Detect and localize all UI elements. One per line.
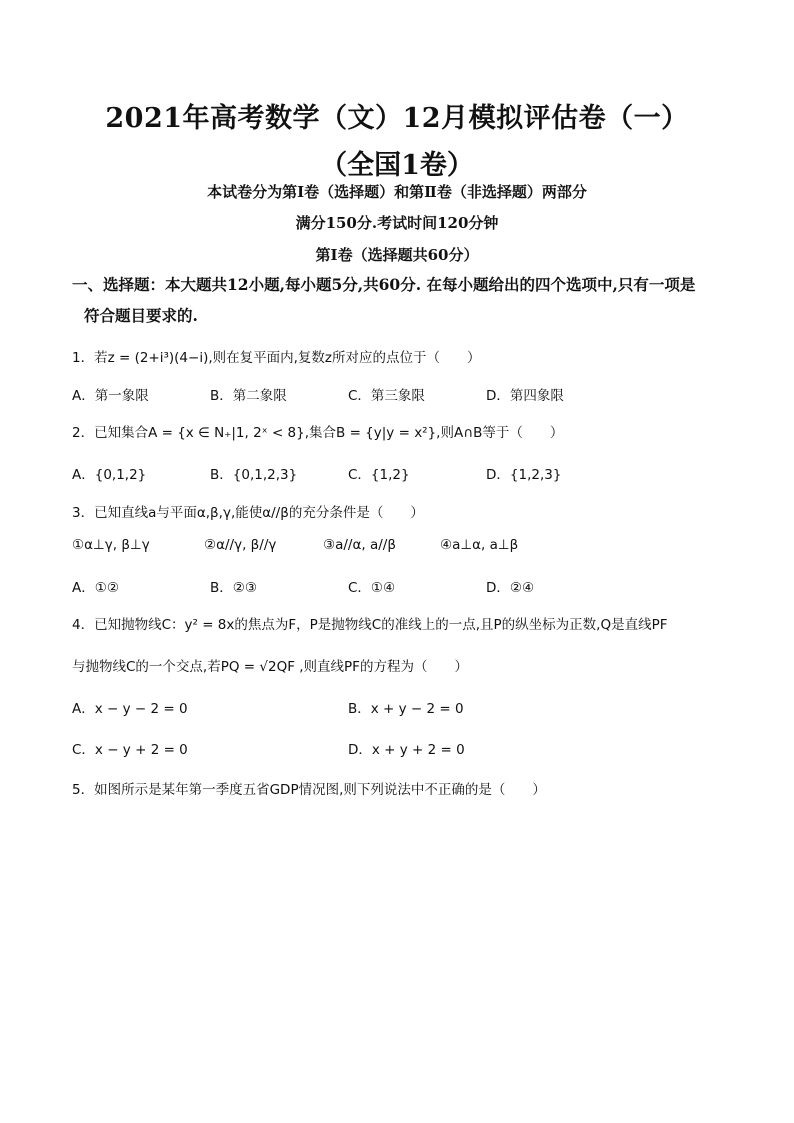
question-3-option-c: C．①④ bbox=[348, 580, 396, 596]
part-one-title: 第Ⅰ卷（选择题共60分） bbox=[315, 246, 479, 264]
question-4-stem: 4．已知抛物线C：y² = 8x的焦点为F，P是抛物线C的准线上的一点,且P的纵坐标为正数,Q是直线PF bbox=[72, 617, 668, 633]
question-2-stem: 2．已知集合A = {x ∈ N₊|1, 2ˣ < 8},集合B = {y|y = x²},则A∩B等于（ ） bbox=[72, 425, 564, 441]
question-2-option-a: A．{0,1,2} bbox=[72, 467, 147, 483]
exam-title: 2021年高考数学（文）12月模拟评估卷（一） bbox=[105, 103, 689, 134]
question-2-option-d: D．{1,2,3} bbox=[486, 467, 562, 483]
question-3-option-d: D．②④ bbox=[486, 580, 535, 596]
question-3-condition-3: ③a//α, a//β bbox=[323, 537, 396, 553]
question-1-option-d: D．第四象限 bbox=[486, 388, 564, 404]
question-3-condition-2: ②α//γ, β//γ bbox=[204, 537, 277, 553]
exam-subtitle: （全国1卷） bbox=[320, 150, 474, 181]
question-5-stem: 5．如图所示是某年第一季度五省GDP情况图,则下列说法中不正确的是（ ） bbox=[72, 782, 546, 798]
question-3-condition-4: ④a⊥α, a⊥β bbox=[440, 537, 519, 553]
question-4-option-c: C．x − y + 2 = 0 bbox=[72, 742, 188, 758]
question-4-stem-continued: 与抛物线C的一个交点,若PQ = √2QF ,则直线PF的方程为（ ） bbox=[72, 659, 468, 675]
question-3-option-a: A．①② bbox=[72, 580, 119, 596]
question-3-stem: 3．已知直线a与平面α,β,γ,能使α//β的充分条件是（ ） bbox=[72, 505, 424, 521]
question-1-option-c: C．第三象限 bbox=[348, 388, 425, 404]
question-4-option-a: A．x − y − 2 = 0 bbox=[72, 701, 188, 717]
question-3-condition-1: ①α⊥γ, β⊥γ bbox=[72, 537, 150, 553]
question-1-option-b: B．第二象限 bbox=[210, 388, 287, 404]
question-2-option-b: B．{0,1,2,3} bbox=[210, 467, 298, 483]
question-3-option-b: B．②③ bbox=[210, 580, 257, 596]
question-1-stem: 1．若z = (2+i³)(4−i),则在复平面内,复数z所对应的点位于（ ） bbox=[72, 350, 481, 366]
section-instructions bbox=[72, 269, 732, 331]
exam-info-score-time: 满分150分.考试时间120分钟 bbox=[295, 214, 499, 232]
section-instructions-line1: 一、选择题：本大题共12小题,每小题5分,共60分. 在每小题给出的四个选项中,只有一项是 bbox=[72, 275, 696, 294]
question-4-option-b: B．x + y − 2 = 0 bbox=[348, 701, 464, 717]
question-2-option-c: C．{1,2} bbox=[348, 467, 410, 483]
section-instructions-line2: 符合题目要求的. bbox=[84, 306, 198, 325]
question-1-option-a: A．第一象限 bbox=[72, 388, 149, 404]
question-4-option-d: D．x + y + 2 = 0 bbox=[348, 742, 465, 758]
exam-info-parts: 本试卷分为第Ⅰ卷（选择题）和第Ⅱ卷（非选择题）两部分 bbox=[207, 183, 587, 201]
